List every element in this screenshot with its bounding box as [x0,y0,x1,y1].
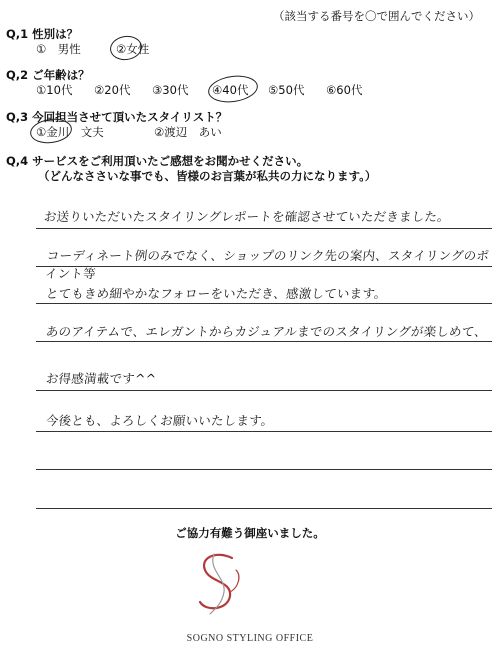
q3-option-kanagawa[interactable]: ①金川 文夫 [36,125,104,139]
comment-text-1: お送りいただいたスタイリングレポートを確認させていただきました。 [43,209,451,224]
q2-option-30s[interactable]: ③30代 [152,83,189,97]
comment-text-2: コーディネート例のみでなく、ショップのリンク先の案内、スタイリングのポイント等 [44,248,490,281]
comment-text-5: お得感満載です^^ [45,371,157,386]
comment-line-6 [36,431,492,432]
instruction-note: （該当する番号を〇で囲んでください） [273,9,480,23]
sogno-logo-icon [180,548,260,618]
comment-line-1 [36,228,492,229]
comment-line-3 [36,303,492,304]
brand-name: SOGNO STYLING OFFICE [186,633,314,644]
comment-line-8 [36,508,492,509]
comment-line-4 [36,341,492,342]
question-4-label: Q,4 サービスをご利用頂いたご感想をお聞かせください。 [6,154,309,168]
question-3-label: Q,3 今回担当させて頂いたスタイリスト？ [6,110,228,124]
question-2-label: Q,2 ご年齢は？ [6,68,90,82]
comment-text-3: とてもきめ細やかなフォローをいただき、感激しています。 [45,286,388,301]
q2-option-20s[interactable]: ②20代 [94,83,131,97]
q2-option-50s[interactable]: ⑤50代 [268,83,305,97]
q2-option-40s[interactable]: ④40代 [212,83,249,97]
comment-line-5 [36,390,492,391]
comment-line-7 [36,469,492,470]
q2-option-60s[interactable]: ⑥60代 [326,83,363,97]
comment-text-6: 今後とも、よろしくお願いいたします。 [45,413,275,428]
q1-option-male[interactable]: ① 男性 [36,42,81,56]
question-4-sublabel: （どんなささいな事でも、皆様のお言葉が私共の力になります。） [38,169,377,183]
q2-option-10s[interactable]: ①10代 [36,83,73,97]
q2-selection-circle [206,73,259,106]
q3-option-watanabe[interactable]: ②渡辺 あい [154,125,222,139]
q1-option-female[interactable]: ②女性 [116,42,150,56]
thank-you-message: ご協力有難う御座いました。 [175,526,325,540]
q1-selection-circle [108,34,143,62]
comment-text-4: あのアイテムで、エレガントからカジュアルまでのスタイリングが楽しめて、 [45,324,488,339]
question-1-label: Q,1 性別は？ [6,27,79,41]
